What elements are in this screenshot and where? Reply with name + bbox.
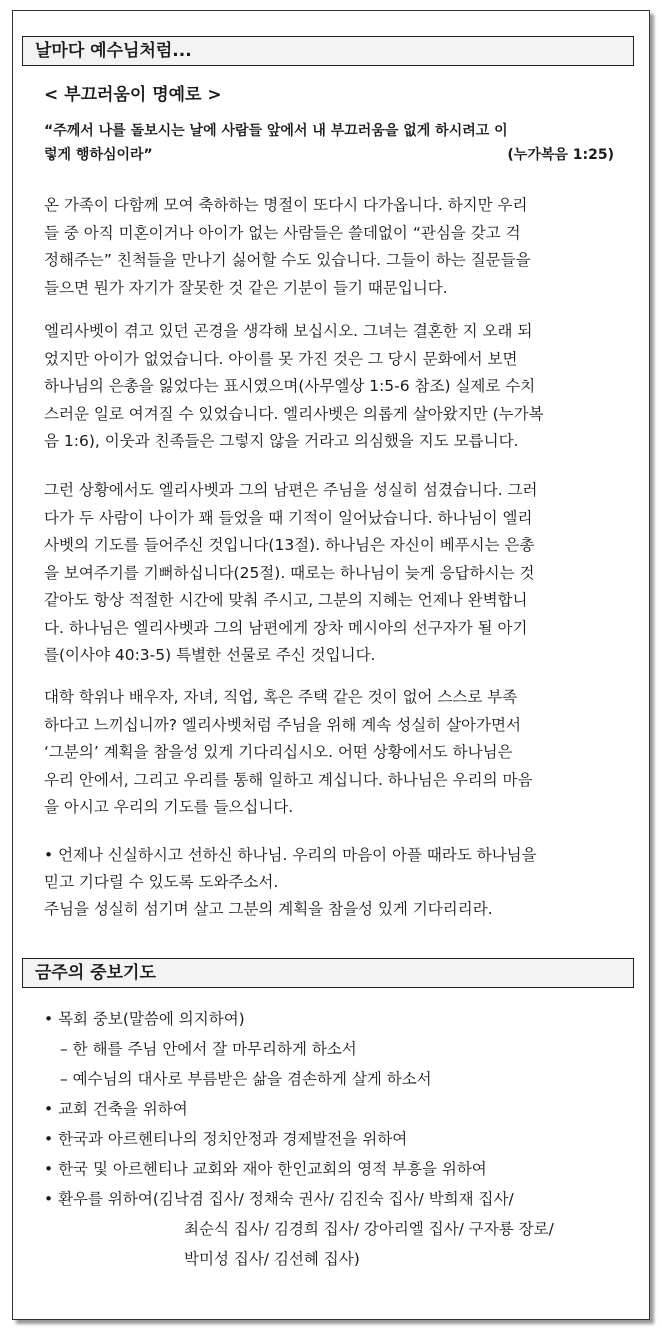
text-line: 하다고 느끼십니까? 엘리사벳처럼 주님을 위해 계속 성실히 살아가면서: [44, 715, 521, 734]
text-line: 음 1:6), 이웃과 친족들은 그렇지 않을 거라고 의심했을 지도 모릅니다.: [44, 432, 519, 450]
text-line: 었지만 아이가 없었습니다. 아이를 못 가진 것은 그 당시 문화에서 보면: [44, 349, 518, 368]
devotional-header: 날마다 예수님처럼...: [22, 36, 634, 66]
scripture-verse: [44, 119, 614, 167]
text-line: 하나님의 은총을 잃었다는 표시였으며(사무엘상 1:5-6 참조) 실제로 수치: [44, 377, 536, 395]
text-line: 다가 두 사람이 나이가 꽤 들었을 때 기적이 일어났습니다. 하나님이 엘리: [44, 508, 533, 527]
paragraph-2: [44, 318, 622, 456]
text-line: 우리 안에서, 그리고 우리를 통해 일하고 계십니다. 하나님은 우리의 마음: [44, 770, 533, 789]
text-line: 을 보여주기를 기뻐하십니다(25절). 때로는 하나님이 늦게 응답하시는 것: [44, 563, 535, 582]
prayer-line: 믿고 기다릴 수 있도록 도와주소서.: [44, 873, 279, 891]
intercession-list: [44, 1004, 634, 1274]
prayer-item: • 한국과 아르헨티나의 정치안정과 경제발전을 위하여: [44, 1130, 408, 1148]
text-line: 를(이사야 40:3-5) 특별한 선물로 주신 것입니다.: [44, 646, 376, 664]
text-line: ‘그분의’ 계획을 참을성 있게 기다리십시오. 어떤 상황에서도 하나님은: [44, 743, 513, 761]
text-line: 엘리사벳이 겪고 있던 곤경을 생각해 보십시오. 그녀는 결혼한 지 오래 되: [44, 322, 533, 340]
text-line: 들 중 아직 미혼이거나 아이가 없는 사람들은 쓸데없이 “관심을 갖고 걱: [44, 223, 521, 242]
devotional-subtitle: < 부끄러움이 명예로 >: [44, 85, 222, 105]
prayer-subitem: – 한 해를 주님 안에서 잘 마무리하게 하소서: [60, 1040, 357, 1058]
prayer-subitem: – 예수님의 대사로 부름받은 삶을 겸손하게 살게 하소서: [60, 1070, 432, 1088]
paragraph-1: [44, 192, 622, 302]
text-line: 스러운 일로 여겨질 수 있었습니다. 엘리사벳은 의롭게 살아왔지만 (누가복: [44, 404, 544, 423]
verse-line: 렇게 행하심이라”: [44, 147, 153, 163]
text-line: 그런 상황에서도 엘리사벳과 그의 남편은 주님을 성실히 섬겼습니다. 그러: [44, 481, 538, 499]
verse-reference: (누가복음 1:25): [507, 147, 614, 163]
text-line: 을 아시고 우리의 기도를 들으십니다.: [44, 798, 294, 816]
text-line: 들으면 뭔가 자기가 잘못한 것 같은 기분이 들기 때문입니다.: [44, 278, 448, 297]
prayer-item: • 교회 건축을 위하여: [44, 1100, 188, 1118]
text-line: 정해주는” 친척들을 만나기 싫어할 수도 있습니다. 그들이 하는 질문들을: [44, 251, 531, 269]
prayer-item: • 목회 중보(말씀에 의지하여): [44, 1010, 245, 1028]
verse-line: “주께서 나를 돌보시는 날에 사람들 앞에서 내 부끄러움을 없게 하시려고 이: [44, 123, 508, 139]
text-line: 다. 하나님은 엘리사벳과 그의 남편에게 장차 메시아의 선구자가 될 아기: [44, 618, 528, 637]
text-line: 온 가족이 다함께 모여 축하하는 명절이 또다시 다가옵니다. 하지만 우리: [44, 196, 528, 214]
prayer-item: • 환우를 위하여(김낙겸 집사/ 정채숙 권사/ 김진숙 집사/ 박희재 집사/: [44, 1190, 514, 1208]
prayer-item-continued: 최순식 집사/ 김경희 집사/ 강아리엘 집사/ 구자룡 장로/: [184, 1220, 554, 1238]
prayer-line: • 언제나 신실하시고 선하신 하나님. 우리의 마음이 아플 때라도 하나님을: [44, 846, 537, 864]
paragraph-3: [44, 477, 622, 670]
closing-prayer: [44, 842, 624, 923]
text-line: 사벳의 기도를 들어주신 것입니다(13절). 하나님은 자신이 베푸시는 은총: [44, 536, 535, 554]
intercession-header: 금주의 중보기도: [22, 958, 634, 988]
prayer-line: 주님을 성실히 섬기며 살고 그분의 계획을 참을성 있게 기다리리라.: [44, 900, 493, 918]
prayer-item-continued: 박미성 집사/ 김선혜 집사): [184, 1250, 360, 1268]
text-line: 대학 학위나 배우자, 자녀, 직업, 혹은 주택 같은 것이 없어 스스로 부족: [44, 688, 518, 706]
text-line: 같아도 항상 적절한 시간에 맞춰 주시고, 그분의 지혜는 언제나 완벽합니: [44, 591, 528, 609]
prayer-item: • 한국 및 아르헨티나 교회와 재아 한인교회의 영적 부흥을 위하여: [44, 1160, 487, 1178]
paragraph-4: [44, 684, 622, 822]
